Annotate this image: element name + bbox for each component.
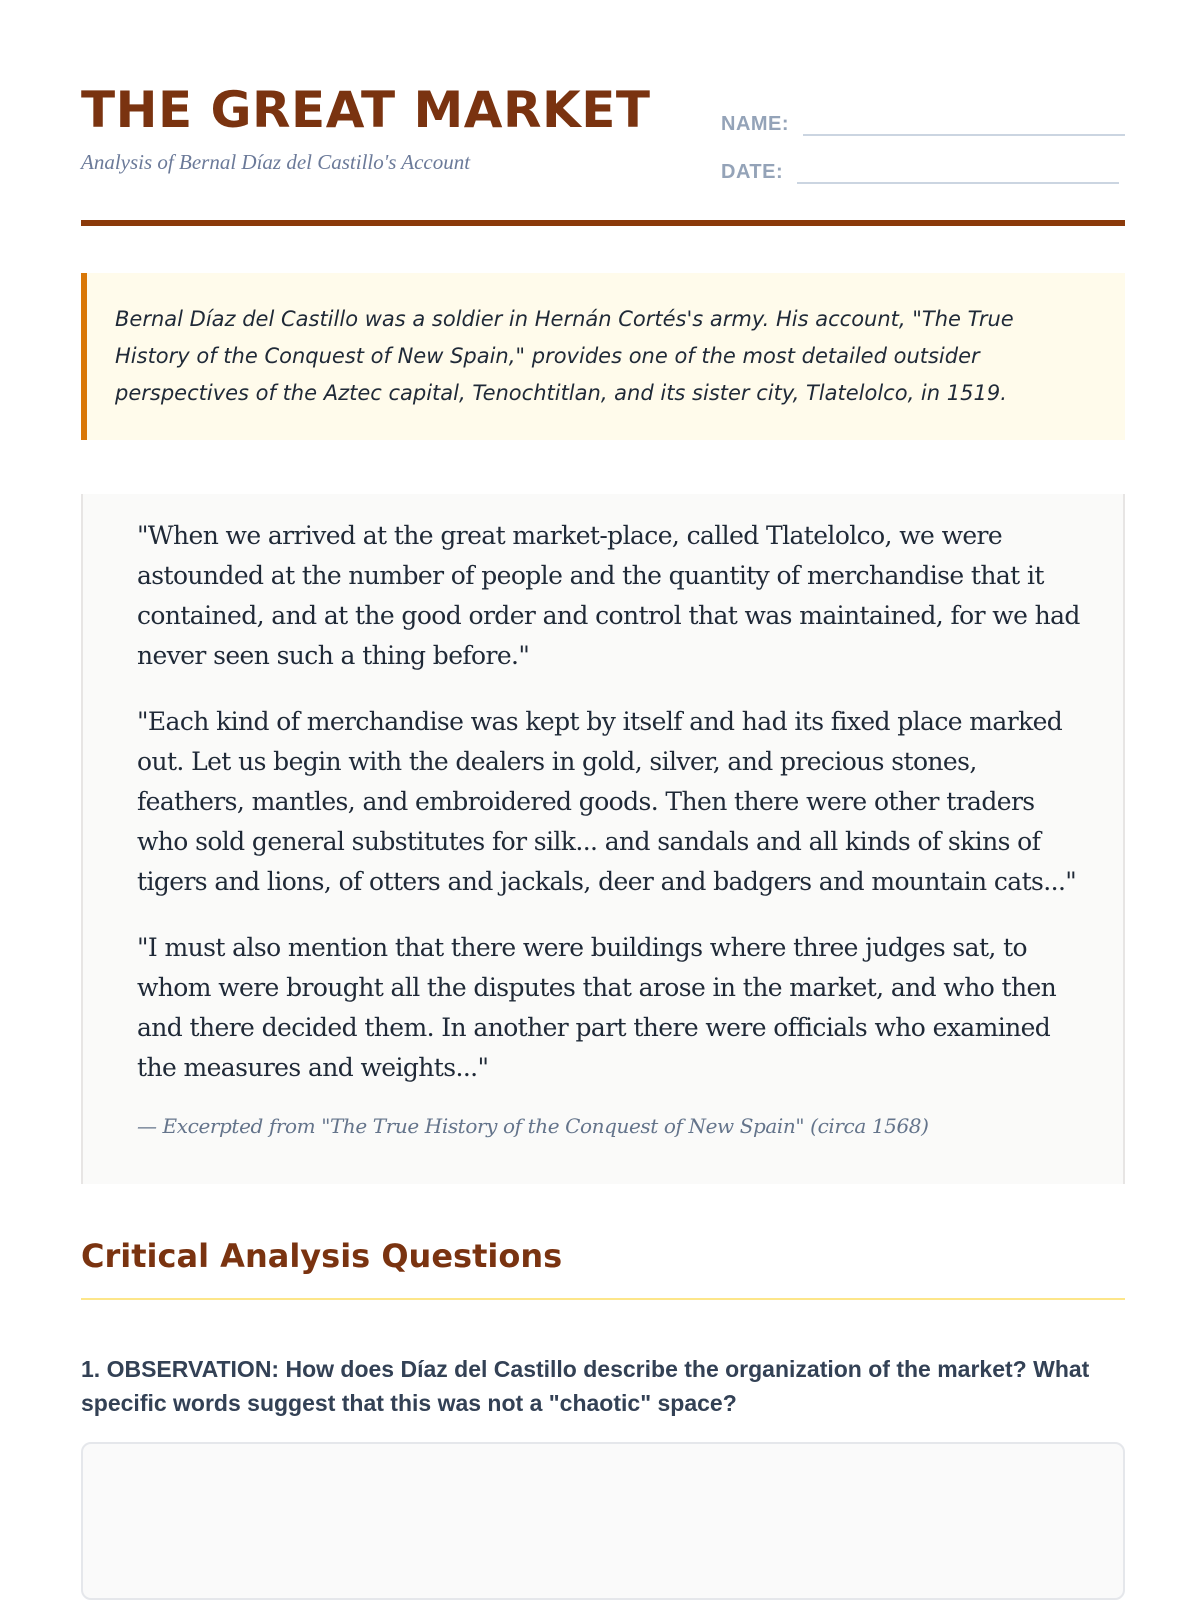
intro-text: Bernal Díaz del Castillo was a soldier in Hernán Cortés's army. His account, "The True History of the Conquest of New Spain," provides one of the most detailed outsider perspectives of the Aztec capital, Tenochtitlan, and its sister city, Tlatelolco, in 1519. [115,307,1014,405]
question-1-prompt: 1. OBSERVATION: How does Díaz del Castillo describe the organization of the market? What specific words suggest that this was not a "chaotic" space? [81,1356,1090,1416]
source-citation: — Excerpted from "The True History of the Conquest of New Spain" (circa 1568) [137,1114,929,1138]
worksheet-header [81,80,1125,226]
name-field [721,110,1125,136]
quote-paragraph-2: "Each kind of merchandise was kept by itself and had its fixed place marked out. Let us begin with the dealers in gold, silver, and precious stones, feathers, mantles, and embroidered goods. Then there were other traders who sold general substitutes for silk... and sandals and all kinds of skins of tigers and lions, of otters and jackals, deer and badgers and mountain cats..." [137,707,1077,896]
page-title: THE GREAT MARKET [81,81,651,139]
primary-source-excerpt [81,494,1125,1184]
name-label: NAME: [721,113,790,135]
section-divider [81,1298,1125,1300]
question-1-answer-box[interactable] [81,1442,1125,1600]
date-field [721,158,1119,184]
quote-paragraph-1: "When we arrived at the great market-place, called Tlatelolco, we were astounded at the number of people and the quantity of merchandise that it contained, and at the good order and control that was maintained, for we had never seen such a thing before." [137,521,1080,670]
intro-callout [81,273,1125,440]
date-input-line[interactable] [797,158,1119,184]
name-input-line[interactable] [803,110,1125,136]
date-label: DATE: [721,161,784,183]
page-subtitle: Analysis of Bernal Díaz del Castillo's Account [81,150,471,174]
quote-paragraph-3: "I must also mention that there were buildings where three judges sat, to whom were brought all the disputes that arose in the market, and who then and there decided them. In another part there were officials who examined the measures and weights..." [137,933,1057,1082]
questions-section-title: Critical Analysis Questions [81,1237,563,1275]
